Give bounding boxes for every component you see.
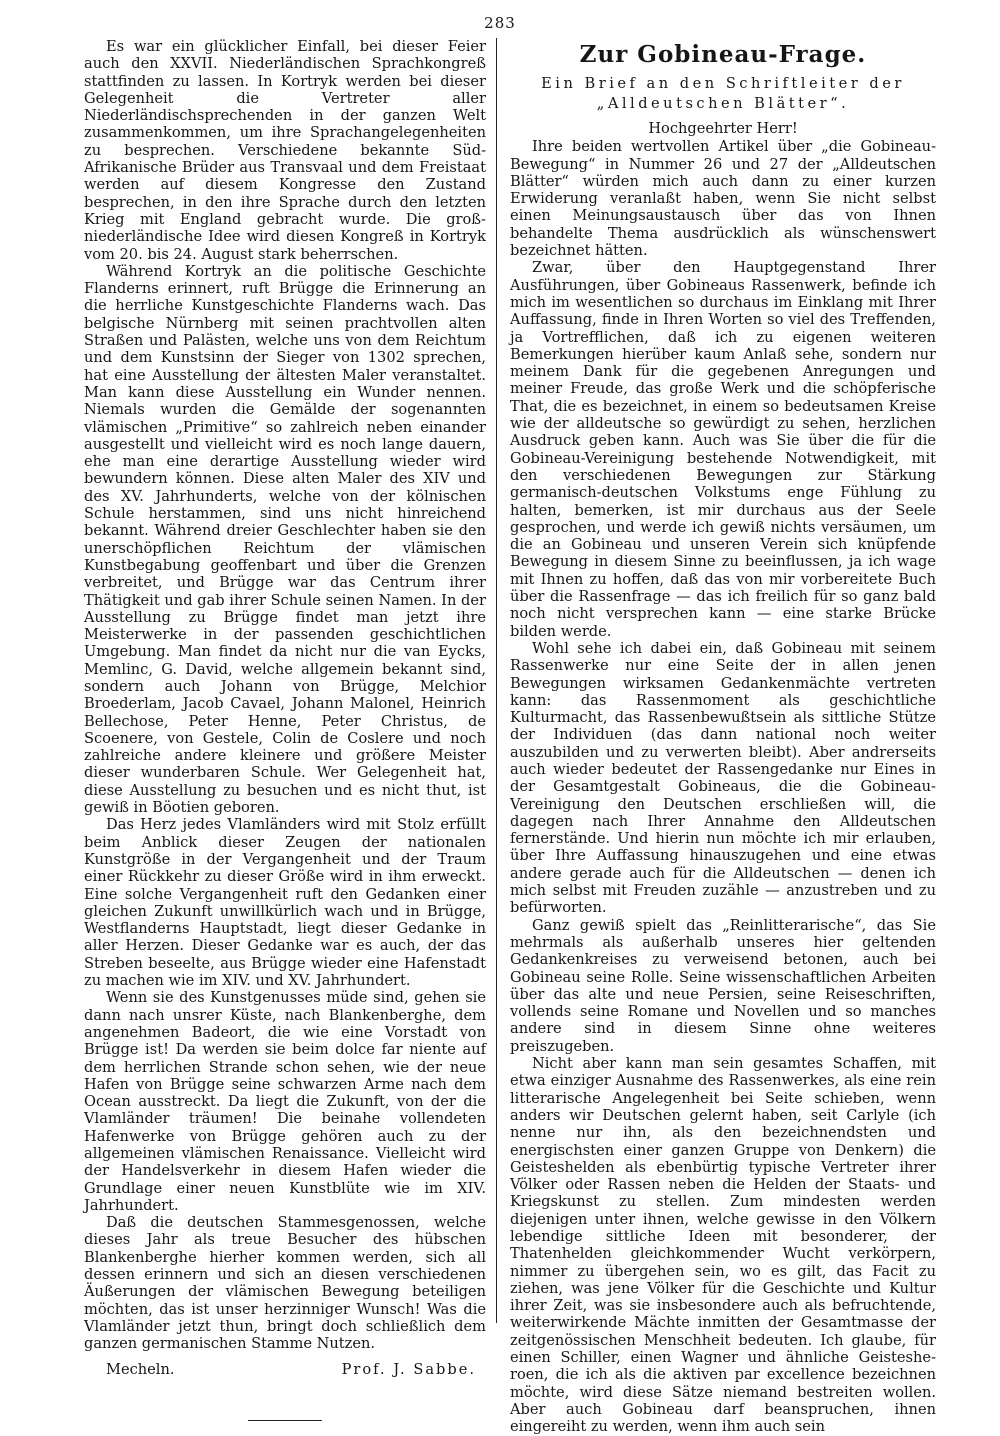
signature-place: Mecheln. (106, 1360, 175, 1378)
left-paragraph-1: Es war ein glücklicher Einfall, bei dieser Feier auch den XXVII. Niederländischen Sprachkongreß stattfinden zu lassen. In Kortryk werden bei dieser Gelegenheit die Vertreter aller Niederländischsprechenden in der ganzen Welt zusammenkommen, um ihre Sprachangelegenheiten zu besprechen. Verschiedene bekannte Süd-Afrikanische Brüder aus Transvaal und dem Freistaat werden auf diesem Kongresse den Zustand besprechen, in den ihre Sprache durch den letzten Krieg mit England gebracht wurde. Die groß-niederländische Idee wird diesen Kongreß in Kortryk vom 20. bis 24. August stark beherrschen. (84, 38, 486, 263)
right-paragraph-3: Wohl sehe ich dabei ein, daß Gobineau mit seinem Rassenwerke nur eine Seite der in allen jenen Bewegungen wirksamen Gedankenmächte vertreten kann: das Rassenmoment als geschichtliche Kulturmacht, das Rassenbewußtsein als sittliche Stütze der Individuen (das dann national noch weiter auszubilden und zu verwerten bleibt). Aber andrerseits auch wieder bedeutet der Rassengedanke nur Eines in der Gesamtgestalt Gobineaus, die die Gobineau-Vereinigung den Deutschen erschließen will, die dagegen nach Ihrer Annahme den Alldeutschen fernerstände. Und hierin nun möchte ich mir erlauben, über Ihre Auffassung hinauszugehen und eine etwas andere gerade auch für die Alldeutschen — denen ich mich selbst mit Freuden zuzähle — anzustreben und zu befürworten. (510, 639, 936, 917)
right-paragraph-2: Zwar, über den Hauptgegenstand Ihrer Ausführungen, über Gobineaus Rassenwerk, befinde ich mich im wesentlichen so durchaus im Einklang mit Ihrer Auffassung, finde in Ihren Worten so viel des Treffenden, ja Vortrefflichen, daß ich zu eigenen weiteren Bemerkungen hierüber kaum Anlaß sehe, sondern nur meinem Dank für die gegebenen Anregungen und meiner Freude, das große Werk und die schöpferische That, die es bezeichnet, in einem so bedeutsamen Kreise wie der alldeutsche so gewürdigt zu sehen, herzlichen Ausdruck geben kann. Auch was Sie über die für die Gobineau-Vereinigung bestehende Notwendigkeit, mit den verschiedenen Bewegungen zur Stärkung germanisch-deutschen Volkstums enge Fühlung zu halten, bemerken, ist mir durchaus aus der Seele gesprochen, und werde ich gewiß nichts versäumen, um die an Gobineau und unseren Verein sich knüpfende Bewegung in diesem Sinne zu beeinflussen, ja ich wage mit Ihnen zu hoffen, daß das von mir vorbereitete Buch über die Rassenfrage — das ich freilich für so ganz bald noch nicht versprechen kann — eine starke Brücke bilden werde. (510, 259, 936, 640)
article-subtitle: Ein Brief an den Schriftleiter der „Alldeutschen Blätter“. (541, 75, 905, 112)
column-divider (496, 38, 497, 1323)
left-paragraph-3: Das Herz jedes Vlamländers wird mit Stolz erfüllt beim Anblick dieser Zeugen der nationalen Kunstgröße in der Vergangenheit und der Traum einer Rückkehr zu dieser Größe wird in ihm erweckt. Eine solche Vergangenheit ruft den Gedanken einer gleichen Zukunft unwillkürlich wach und in Brügge, Westflanderns Hauptstadt, liegt dieser Gedanke in aller Herzen. Dieser Gedanke war es auch, der das Streben beseelte, aus Brügge wieder eine Hafenstadt zu machen wie im XIV. und XV. Jahrhundert. (84, 816, 486, 990)
right-paragraph-4: Ganz gewiß spielt das „Reinlitterarische“, das Sie mehrmals als außerhalb unseres hier geltenden Gedankenkreises zu verweisend betonen, auch bei Gobineau seine Rolle. Seine wissenschaftlichen Arbeiten über das alte und neue Persien, seine Reiseschriften, vollends seine Romane und Novellen und so manches andere sind in diesem Sinne ohne weiteres preiszugeben. (510, 916, 936, 1055)
left-column (84, 38, 486, 1378)
right-column (510, 38, 936, 1436)
letter-salutation: Hochgeehrter Herr! (648, 120, 798, 137)
signature-row (84, 1361, 486, 1378)
page-number: 283 (484, 14, 516, 32)
right-paragraph-5: Nicht aber kann man sein gesamtes Schaffen, mit etwa einziger Ausnahme des Rassenwerkes, als eine rein litterarische Angelegenheit bei Seite schieben, wenn anders wir Deutschen gelernt haben, seit Carlyle (ich nenne nur ihn, als den bezeichnendsten und energischsten einer ganzen Gruppe von Denkern) die Geisteshelden als ebenbürtig typische Vertreter ihrer Völker oder Rassen neben die Helden der Staats- und Kriegskunst zu stellen. Zum mindesten werden diejenigen unter ihnen, welche gewisse in den Völkern lebendige sittliche Ideen mit besonderer, der Thatenhelden gleichkommender Wucht verkörpern, nimmer zu übergehen sein, wo es gilt, das Facit zu ziehen, was jene Völker für die Geschichte und Kultur ihrer Zeit, was sie insbesondere auch als befruchtende, weiterwirkende Mächte inmitten der Gesamtmasse der zeitgenössischen Menschheit bedeuten. Ich glaube, für einen Schiller, einen Wagner und ähnliche Geistesheroen, die ich als die aktiven par excellence bezeichnen möchte, wird diese Sätze niemand bestreiten wollen. Aber auch Gobineau darf beanspruchen, ihnen eingereiht zu werden, wenn ihm auch sein (510, 1055, 936, 1436)
left-paragraph-5: Daß die deutschen Stammesgenossen, welche dieses Jahr als treue Besucher des hübschen Blankenberghe hierher kommen werden, sich all dessen erinnern und sich an diesen verschiedenen Äußerungen der vlämischen Bewegung beteiligen möchten, das ist unser herzinniger Wunsch! Was die Vlamländer jetzt thun, bringt doch schließlich dem ganzen germanischen Stamme Nutzen. (84, 1214, 486, 1353)
signature-author: Prof. J. Sabbe. (341, 1360, 476, 1378)
left-paragraph-4: Wenn sie des Kunstgenusses müde sind, gehen sie dann nach unsrer Küste, nach Blankenberghe, dem angenehmen Badeort, die wie eine Vorstadt von Brügge ist! Da werden sie beim dolce far niente auf dem herrlichen Strande schon sehen, wie der neue Hafen von Brügge seine schwarzen Arme nach dem Ocean ausstreckt. Da liegt die Zukunft, von der die Vlamländer träumen! Die beinahe vollendeten Hafenwerke von Brügge gehören auch zu der allgemeinen vlämischen Renaissance. Vielleicht wird der Handelsverkehr in diesem Hafen wieder die Grundlage einer neuen Kunstblüte wie im XIV. Jahrhundert. (84, 989, 486, 1214)
left-paragraph-2: Während Kortryk an die politische Geschichte Flanderns erinnert, ruft Brügge die Erinnerung an die herrliche Kunstgeschichte Flanderns wach. Das belgische Nürnberg mit seinen prachtvollen alten Straßen und Palästen, welche uns von dem Reichtum und dem Kunstsinn der Sieger von 1302 sprechen, hat eine Ausstellung der ältesten Maler veranstaltet. Man kann diese Ausstellung ein Wunder nennen. Niemals wurden die Gemälde der sogenannten vlämischen „Primitive“ so zahlreich neben einander ausgestellt und vielleicht wird es noch lange dauern, ehe man eine derartige Ausstellung wieder wird bewundern können. Diese alten Maler des XIV und des XV. Jahrhunderts, welche von der kölnischen Schule herstammen, sind uns nicht hinreichend bekannt. Während dreier Geschlechter haben sie den unerschöpflichen Reichtum der vlämischen Kunstbegabung geoffenbart und über die Grenzen verbreitet, und Brügge war das Centrum ihrer Thätigkeit und gab ihrer Schule seinen Namen. In der Ausstellung zu Brügge findet man jetzt ihre Meisterwerke in der passenden geschichtlichen Umgebung. Man findet da nicht nur die van Eycks, Memlinc, G. David, welche allgemein bekannt sind, sondern auch Johann von Brügge, Melchior Broederlam, Jacob Cavael, Johann Malonel, Heinrich Bellechose, Peter Henne, Peter Christus, de Scoenere, von Gestele, Colin de Coslere und noch zahlreiche andere kleinere und größere Meister dieser wunderbaren Schule. Wer Gelegenheit hat, diese Ausstellung zu besuchen und es nicht thut, ist gewiß in Böotien geboren. (84, 262, 486, 817)
article-end-rule (248, 1420, 322, 1421)
right-paragraph-1: Ihre beiden wertvollen Artikel über „die Gobineau-Bewegung“ in Nummer 26 und 27 der „Alldeutschen Blätter“ würden mich auch dann zu einer kurzen Erwiderung veranlaßt haben, wenn Sie nicht selbst einen Meinungsaustausch über das von Ihnen behandelte Thema ausdrücklich als wünschenswert bezeichnet hätten. (510, 138, 936, 260)
article-title: Zur Gobineau-Frage. (579, 41, 867, 68)
